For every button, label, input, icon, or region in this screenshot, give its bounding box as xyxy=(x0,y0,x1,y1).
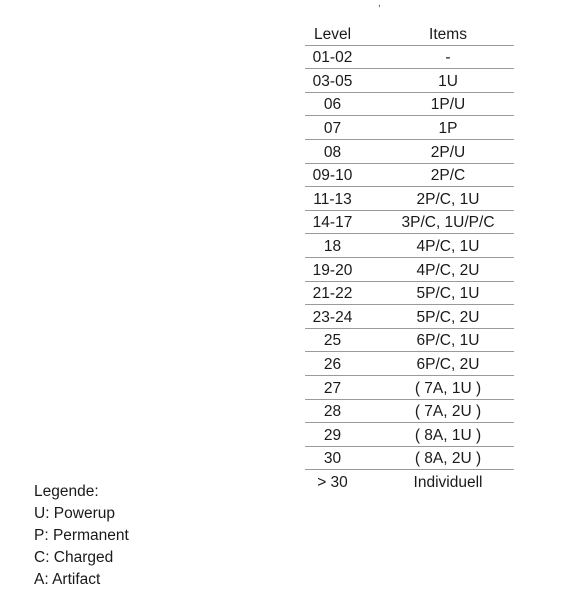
table-row xyxy=(305,257,514,281)
cell-level: 30 xyxy=(305,446,360,470)
table-row xyxy=(305,45,514,69)
cell-items: 6P/C, 1U xyxy=(382,328,514,352)
legend-entry-charged: C: Charged xyxy=(34,549,114,566)
cell-level: 27 xyxy=(305,375,360,399)
cell-gap xyxy=(360,163,382,187)
cell-gap xyxy=(360,210,382,234)
cell-gap xyxy=(360,305,382,329)
legend-entry-permanent: P: Permanent xyxy=(34,527,129,544)
cell-items: 2P/C xyxy=(382,163,514,187)
table-row xyxy=(305,210,514,234)
table-row xyxy=(305,92,514,116)
cell-gap xyxy=(360,375,382,399)
table-header-row xyxy=(305,22,514,45)
cell-level: > 30 xyxy=(317,473,348,491)
cell-gap xyxy=(360,470,382,493)
cell-gap xyxy=(360,257,382,281)
table-row xyxy=(305,187,514,211)
table-row xyxy=(305,470,514,493)
cell-items: ( 7A, 1U ) xyxy=(382,375,514,399)
table-row xyxy=(305,446,514,470)
header-level: Level xyxy=(305,22,360,45)
cell-level: 29 xyxy=(305,423,360,447)
cell-items: ( 8A, 2U ) xyxy=(382,446,514,470)
cell-items: - xyxy=(382,45,514,69)
cell-items: 2P/U xyxy=(382,139,514,163)
cell-gap xyxy=(360,352,382,376)
table-body xyxy=(305,45,514,493)
cell-level: 08 xyxy=(305,139,360,163)
cell-gap xyxy=(360,281,382,305)
cell-level: 03-05 xyxy=(305,69,360,93)
cell-items: 2P/C, 1U xyxy=(382,187,514,211)
table-row xyxy=(305,328,514,352)
cell-level: 23-24 xyxy=(305,305,360,329)
cell-items: ( 8A, 1U ) xyxy=(382,423,514,447)
cell-gap xyxy=(360,399,382,423)
cell-gap xyxy=(360,328,382,352)
table-row xyxy=(305,423,514,447)
cell-gap xyxy=(360,45,382,69)
table-row xyxy=(305,163,514,187)
cell-items: 4P/C, 1U xyxy=(382,234,514,258)
cell-level: 18 xyxy=(305,234,360,258)
legend-entry-artifact: A: Artifact xyxy=(34,571,101,588)
cell-level: 07 xyxy=(305,116,360,140)
level-items-table xyxy=(305,22,514,493)
header-gap xyxy=(360,22,382,45)
table-row xyxy=(305,139,514,163)
header-items: Items xyxy=(382,22,514,45)
cell-level: 25 xyxy=(305,328,360,352)
cell-level: 14-17 xyxy=(305,210,360,234)
cell-gap xyxy=(360,69,382,93)
cell-level: 09-10 xyxy=(305,163,360,187)
cell-gap xyxy=(360,446,382,470)
cell-items: 4P/C, 2U xyxy=(382,257,514,281)
cell-level: 06 xyxy=(305,92,360,116)
top-mark: , xyxy=(378,0,381,9)
cell-items: 1P xyxy=(382,116,514,140)
cell-level: 21-22 xyxy=(305,281,360,305)
table-row xyxy=(305,234,514,258)
cell-items: 5P/C, 2U xyxy=(382,305,514,329)
legend xyxy=(34,481,129,591)
cell-items: 6P/C, 2U xyxy=(382,352,514,376)
legend-entry-powerup: U: Powerup xyxy=(34,505,115,522)
cell-level: 19-20 xyxy=(305,257,360,281)
table-row xyxy=(305,305,514,329)
cell-gap xyxy=(360,234,382,258)
table-row xyxy=(305,375,514,399)
cell-gap xyxy=(360,423,382,447)
cell-gap xyxy=(360,139,382,163)
cell-items: 1U xyxy=(382,69,514,93)
cell-gap xyxy=(360,92,382,116)
table-row xyxy=(305,281,514,305)
cell-gap xyxy=(360,187,382,211)
cell-items: ( 7A, 2U ) xyxy=(382,399,514,423)
table-row xyxy=(305,116,514,140)
cell-items: Individuell xyxy=(413,473,483,491)
cell-level: 01-02 xyxy=(305,45,360,69)
table-row xyxy=(305,352,514,376)
cell-level: 26 xyxy=(305,352,360,376)
cell-gap xyxy=(360,116,382,140)
cell-items: 5P/C, 1U xyxy=(382,281,514,305)
cell-level: 28 xyxy=(305,399,360,423)
table-row xyxy=(305,69,514,93)
cell-items: 3P/C, 1U/P/C xyxy=(382,210,514,234)
table-row xyxy=(305,399,514,423)
legend-title: Legende: xyxy=(34,483,99,500)
cell-level: 11-13 xyxy=(305,187,360,211)
cell-items: 1P/U xyxy=(382,92,514,116)
